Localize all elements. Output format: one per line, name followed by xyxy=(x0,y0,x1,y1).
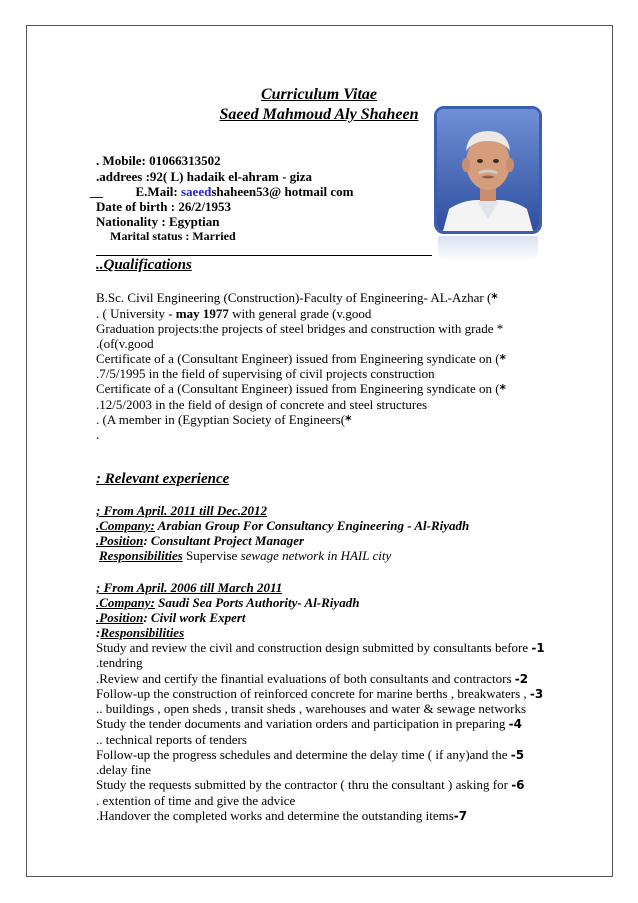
dob-line: Date of birth : 26/2/1953 xyxy=(96,199,232,214)
company-name: Saudi Sea Ports Authority- Al-Riyadh xyxy=(154,595,360,610)
item-text: .. technical reports of tenders xyxy=(96,732,247,747)
item-text: .delay fine xyxy=(96,762,151,777)
resp-text: sewage network in HAIL city xyxy=(240,548,392,563)
nationality-line: Nationality : Egyptian xyxy=(96,214,220,229)
qual-text: Certificate of a (Consultant Engineer) issued from Engineering syndicate on ( xyxy=(96,381,500,396)
bullet-star: * xyxy=(345,413,352,427)
job2-item xyxy=(96,655,143,670)
qual-line-1 xyxy=(96,290,498,306)
position-label: .Position xyxy=(96,610,144,625)
person-name: Saeed Mahmoud Aly Shaheen xyxy=(219,106,419,123)
item-number: -3 xyxy=(529,687,544,701)
item-text: Follow-up the construction of reinforced concrete for marine berths , breakwaters , xyxy=(96,686,530,701)
item-number: -7 xyxy=(453,809,468,823)
qual-line-3: Graduation projects:the projects of steel bridges and construction with grade * xyxy=(96,321,504,336)
company-label: .Company: xyxy=(96,518,155,533)
item-text: .tendring xyxy=(96,655,143,670)
mobile-line: . Mobile: 01066313502 xyxy=(96,153,221,168)
item-text: .Handover the completed works and determine the outstanding items xyxy=(96,808,454,823)
job2-item xyxy=(96,762,151,777)
job2-item xyxy=(96,640,545,656)
job2-company xyxy=(96,595,359,610)
job2-item xyxy=(96,747,524,763)
address-line: .addrees :92( L) hadaik el-ahram - giza xyxy=(96,169,313,184)
qual-line-7 xyxy=(96,381,506,397)
job1-position xyxy=(96,533,304,548)
qual-line-4: .(of(v.good xyxy=(96,336,154,351)
item-text: . extention of time and give the advice xyxy=(96,793,296,808)
job2-item xyxy=(96,732,247,747)
item-number: -5 xyxy=(510,748,525,762)
qual-text: B.Sc. Civil Engineering (Construction)-Faculty of Engineering- AL-Azhar ( xyxy=(96,290,492,305)
email-line xyxy=(90,184,353,199)
email-label: E.Mail: xyxy=(135,184,181,199)
qual-text: Certificate of a (Consultant Engineer) issued from Engineering syndicate on ( xyxy=(96,351,500,366)
item-text: .. buildings , open sheds , transit sheds , warehouses and water & sewage networks xyxy=(96,701,526,716)
item-number: -2 xyxy=(514,672,529,686)
company-label: .Company: xyxy=(96,595,155,610)
bullet-star: * xyxy=(499,352,506,366)
resp-label: Responsibilities xyxy=(99,548,183,563)
qual-line-2 xyxy=(96,306,371,321)
qual-text: . ( University - xyxy=(96,306,176,321)
job1-period: ; From April. 2011 till Dec.2012 xyxy=(96,503,268,518)
qual-line-6: .7/5/1995 in the field of supervising of civil projects construction xyxy=(96,366,435,381)
item-text: Study the requests submitted by the contractor ( thru the consultant ) asking for xyxy=(96,777,512,792)
profile-photo xyxy=(434,106,542,234)
qual-line-9 xyxy=(96,412,351,428)
portrait-image xyxy=(437,109,539,231)
item-text: Study and review the civil and construction design submitted by consultants before xyxy=(96,640,532,655)
email-user: saeed xyxy=(181,184,212,199)
job2-item xyxy=(96,793,295,808)
item-text: .Review and certify the finantial evaluations of both consultants and contractors xyxy=(96,671,515,686)
resp-text: Supervise xyxy=(182,548,241,563)
job2-item xyxy=(96,671,528,687)
marital-line: Marital status : Married xyxy=(110,229,236,243)
qual-line-10: . xyxy=(96,427,100,442)
photo-reflection xyxy=(438,236,538,262)
qual-text: with general grade (v.good xyxy=(228,306,372,321)
resp-label: Responsibilities xyxy=(100,625,185,640)
experience-heading: : Relevant experience xyxy=(96,471,230,487)
bullet-star: * xyxy=(499,382,506,396)
job2-item xyxy=(96,808,467,824)
job2-resp-heading xyxy=(96,625,184,640)
job2-item xyxy=(96,686,543,702)
job2-item xyxy=(96,777,525,793)
job2-item xyxy=(96,716,522,732)
resp-prefix: : xyxy=(96,625,101,640)
position-label: .Position xyxy=(96,533,144,548)
qualifications-heading: ..Qualifications xyxy=(96,257,192,273)
item-text: Study the tender documents and variation orders and participation in preparing xyxy=(96,716,509,731)
grad-date: may 1977 xyxy=(175,306,229,321)
position-title: : Civil work Expert xyxy=(143,610,246,625)
company-name: Arabian Group For Consultancy Engineering - Al-Riyadh xyxy=(154,518,470,533)
divider xyxy=(96,255,432,256)
job2-item xyxy=(96,701,526,716)
bullet-star: * xyxy=(491,291,498,305)
job1-company xyxy=(96,518,469,533)
qual-line-8: .12/5/2003 in the field of design of concrete and steel structures xyxy=(96,397,428,412)
qual-line-5 xyxy=(96,351,506,367)
qual-text: . (A member in (Egyptian Society of Engineers( xyxy=(96,412,346,427)
item-number: -4 xyxy=(508,717,522,731)
position-title: : Consultant Project Manager xyxy=(143,533,305,548)
email-rest: shaheen53@ hotmail com xyxy=(211,184,354,199)
item-number: -1 xyxy=(531,641,545,655)
email-dash: __ xyxy=(90,184,103,199)
cv-title: Curriculum Vitae xyxy=(260,86,378,103)
job2-period: ; From April. 2006 till March 2011 xyxy=(96,580,283,595)
job1-responsibilities xyxy=(99,548,391,563)
job2-position xyxy=(96,610,246,625)
item-text: Follow-up the progress schedules and determine the delay time ( if any)and the xyxy=(96,747,511,762)
item-number: -6 xyxy=(511,778,525,792)
